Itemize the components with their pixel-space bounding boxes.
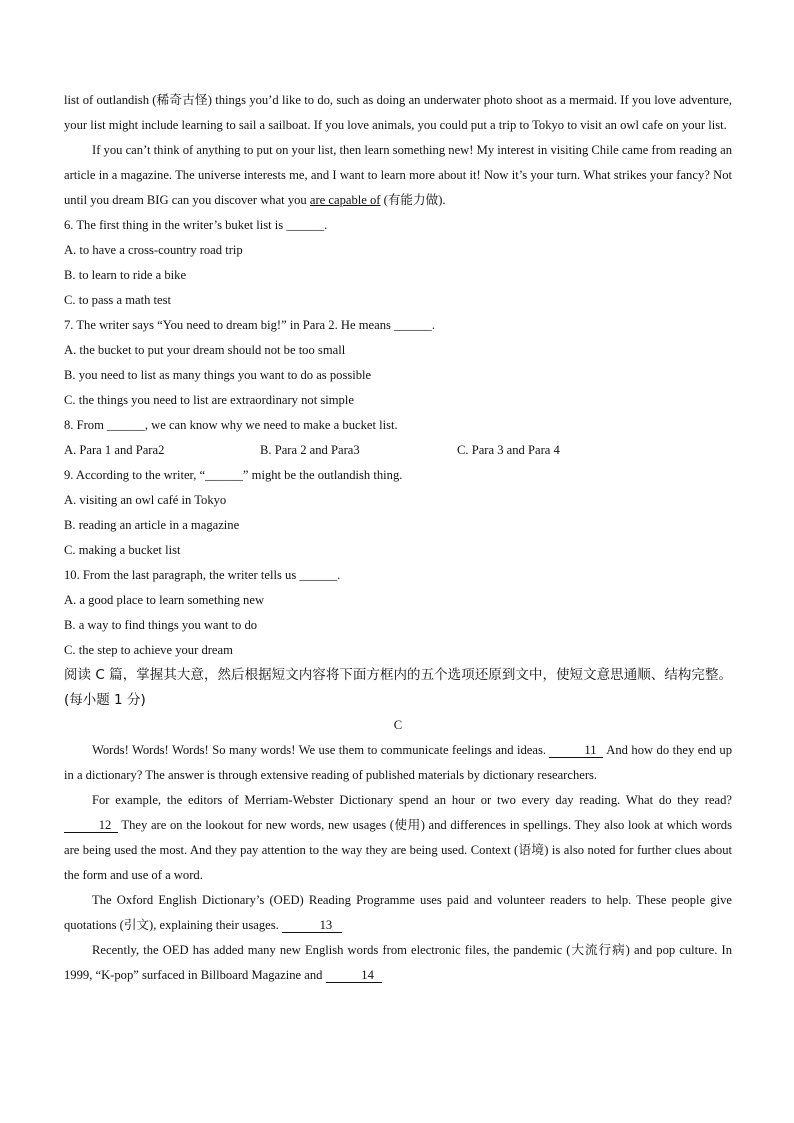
answer-option: C. the step to achieve your dream [64,643,233,657]
passage-b-paragraph [64,88,732,138]
question-stem: 9. According to the writer, “______” might be the outlandish thing. [64,468,403,482]
answer-blank[interactable]: 12 [64,818,118,833]
passage-b-last-paragraph [64,138,732,213]
answer-blank[interactable]: 11 [549,743,603,758]
passage-c-paragraph-1 [64,738,732,788]
answer-option: B. to learn to ride a bike [64,268,187,282]
paragraph-text: For example, the editors of Merriam-Webster Dictionary spend an hour or two every day reading. What do they read? [92,793,732,807]
paragraph-text: Recently, the OED has added many new English words from electronic files, the pandemic (大流行病) and pop culture. In 1999, “K-pop” surfaced in Billboard Magazine and [64,943,732,982]
paragraph-text: The Oxford English Dictionary’s (OED) Reading Programme uses paid and volunteer readers to help. These people give quotations (引文), explaining their usages. [64,893,732,932]
answer-option: A. to have a cross-country road trip [64,243,243,257]
answer-option: C. Para 3 and Para 4 [457,443,560,457]
answer-option: B. Para 2 and Para3 [260,443,360,457]
answer-option: C. the things you need to list are extraordinary not simple [64,393,354,407]
answer-option: C. to pass a math test [64,293,172,307]
question-stem: 6. The first thing in the writer’s buket list is ______. [64,218,328,232]
answer-option: B. you need to list as many things you want to do as possible [64,368,372,382]
underlined-phrase: are capable of [309,193,381,207]
section-instruction: 阅读 C 篇，掌握其大意，然后根据短文内容将下面方框内的五个选项还原到文中，使短文意思通顺、结构完整。(每小题 1 分) [64,667,732,708]
passage-c-paragraph-3 [64,888,732,938]
passage-c-paragraph-2 [64,788,732,888]
paragraph-text: list of outlandish (稀奇古怪) things you’d like to do, such as doing an underwater photo shoot as a mermaid. If you love adventure, your list might include learning to sail a sailboat. If you love animals, you could put a trip to Tokyo to visit an owl cafe on your list. [64,93,732,132]
answer-option: B. a way to find things you want to do [64,618,258,632]
answer-options-row [64,438,732,463]
answer-option: A. the bucket to put your dream should not be too small [64,343,346,357]
paragraph-text: If you can’t think of anything to put on your list, then learn something new! My interest in visiting Chile came from reading an article in a magazine. The universe interests me, and I want to learn more about it! Now it’s your turn. What strikes your fancy? Not until you dream BIG can you discover what you [64,143,732,207]
passage-c-paragraph-4 [64,938,732,988]
answer-blank[interactable]: 14 [326,968,382,983]
question-stem: 8. From ______, we can know why we need to make a bucket list. [64,418,398,432]
answer-option: A. Para 1 and Para2 [64,443,165,457]
question-stem: 10. From the last paragraph, the writer tells us ______. [64,568,341,582]
paragraph-text: Words! Words! Words! So many words! We use them to communicate feelings and ideas. [92,743,550,757]
paragraph-text: They are on the lookout for new words, new usages (使用) and differences in spellings. They also look at which words are being used the most. And they pay attention to the way they are being used. Context (语境) is also noted for further clues about the form and use of a word. [64,818,732,882]
answer-option: B. reading an article in a magazine [64,518,240,532]
answer-blank[interactable]: 13 [282,918,342,933]
passage-title: C [393,718,403,732]
answer-option: A. visiting an owl café in Tokyo [64,493,227,507]
answer-option: A. a good place to learn something new [64,593,265,607]
paragraph-text: (有能力做). [380,193,446,207]
question-stem: 7. The writer says “You need to dream big!” in Para 2. He means ______. [64,318,435,332]
answer-option: C. making a bucket list [64,543,181,557]
paragraph-text: And how do they end up in a dictionary? The answer is through extensive reading of published materials by dictionary researchers. [64,743,732,782]
document-page [64,88,732,988]
